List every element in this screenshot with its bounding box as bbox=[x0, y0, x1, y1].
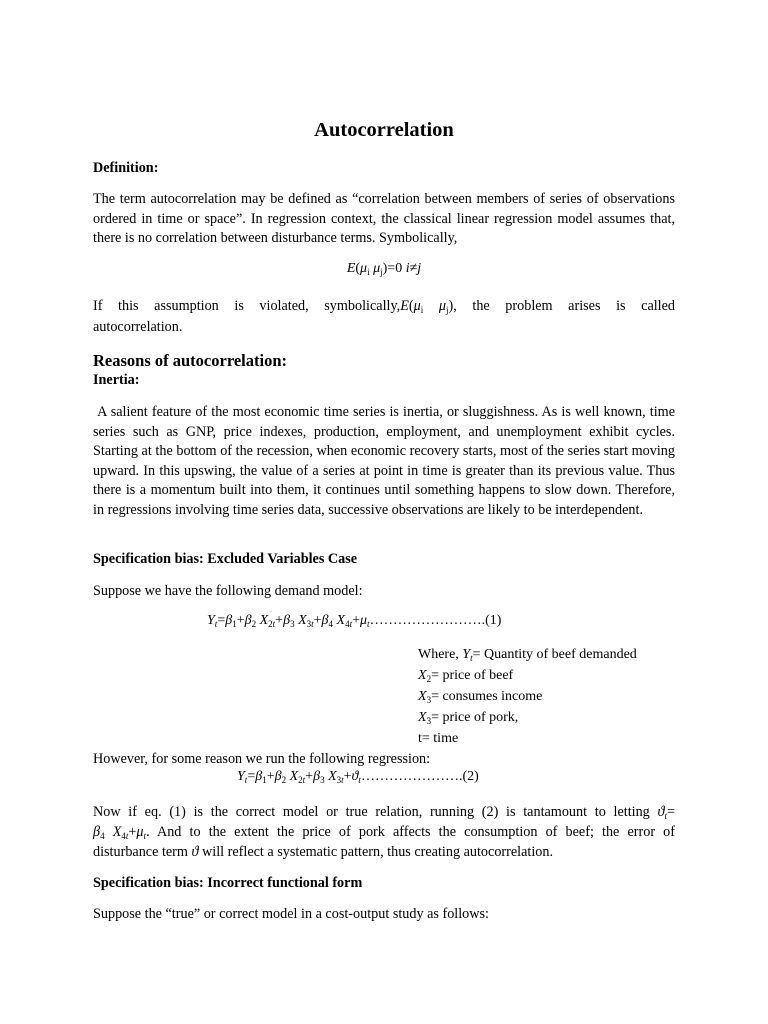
excluded-variables-heading: Specification bias: Excluded Variables Case bbox=[93, 551, 358, 567]
violation-line-1: If this assumption is violated, $symbolically,E(\mu_i$ $\mu_j$), the problem arises is called bbox=[93, 298, 676, 315]
definition-paragraph: The term autocorrelation may be defined as “correlation between members of series of observations ordered in time or space”. In regression context, the classical linear regression model assumes that, there is no correlation between disturbance terms. Symbolically, bbox=[93, 191, 675, 246]
now-line-2: $\beta_4$ $X_{4t}+\mu_t$. And to the extent the price of pork affects the consumption of beef; the error of bbox=[93, 824, 676, 841]
equation-2: $Y_t=\beta_1+\beta_2$ $X_{2t}+\beta_3$ $X_{3t}+ϑ_t\dots\dots\dots\dots\dots\dots\dots.(2)$ bbox=[237, 769, 479, 785]
where-x2-definition: $X_2=$ price of beef bbox=[418, 668, 514, 684]
now-line-1: Now if eq. (1) is the correct model or true relation, running (2) is tantamount to letting $ϑ_t=$ bbox=[93, 804, 675, 821]
functional-form-intro: Suppose the “true” or correct model in a cost-output study as follows: bbox=[93, 906, 489, 922]
functional-form-heading: Specification bias: Incorrect functional form bbox=[93, 875, 363, 891]
violation-line-2: autocorrelation. bbox=[93, 319, 183, 335]
where-x3b-definition: $X_3=$ price of pork, bbox=[418, 710, 519, 726]
equation-1: $Y_t=\beta_1+\beta_2$ $X_{2t}+\beta_3$ $X_{3t}+\beta_4$ $X_{4t}+\mu_t\dots\dots\dots\dots\dots\dots\dots\dots.(1)$ bbox=[207, 613, 502, 629]
reasons-heading: Reasons of autocorrelation: bbox=[93, 351, 288, 370]
where-x3-definition: $X_3=$ consumes income bbox=[418, 689, 543, 705]
demand-model-intro: Suppose we have the following demand model: bbox=[93, 583, 363, 599]
definition-heading: Definition: bbox=[93, 160, 159, 176]
inertia-heading: Inertia: bbox=[93, 372, 140, 388]
page-title: Autocorrelation bbox=[314, 119, 454, 141]
where-y-definition: Where, $Y_t=$ Quantity of beef demanded bbox=[418, 647, 637, 663]
inertia-paragraph: A salient feature of the most economic time series is inertia, or sluggishness. As is well known, time series such as GNP, price indexes, production, employment, and unemployment exhibit cycles. Starting at the bottom of the recession, when economic recovery starts, most of the series start moving upward. In this upswing, the value of a series at point in time is greater than its previous value. Thus there is a momentum built into them, it continues until something happens to slow down. Therefore, in regressions involving time series data, successive observations are likely to be interdependent. bbox=[93, 404, 675, 518]
where-t-definition: t= time bbox=[418, 731, 459, 746]
now-line-3: disturbance term ϑ will reflect a systematic pattern, thus creating autocorrelation. bbox=[93, 844, 554, 860]
however-line: However, for some reason we run the following regression: bbox=[93, 751, 431, 767]
equation-no-correlation: $E(\mu_i$ $\mu_j)=0$ i≠j bbox=[346, 261, 422, 277]
